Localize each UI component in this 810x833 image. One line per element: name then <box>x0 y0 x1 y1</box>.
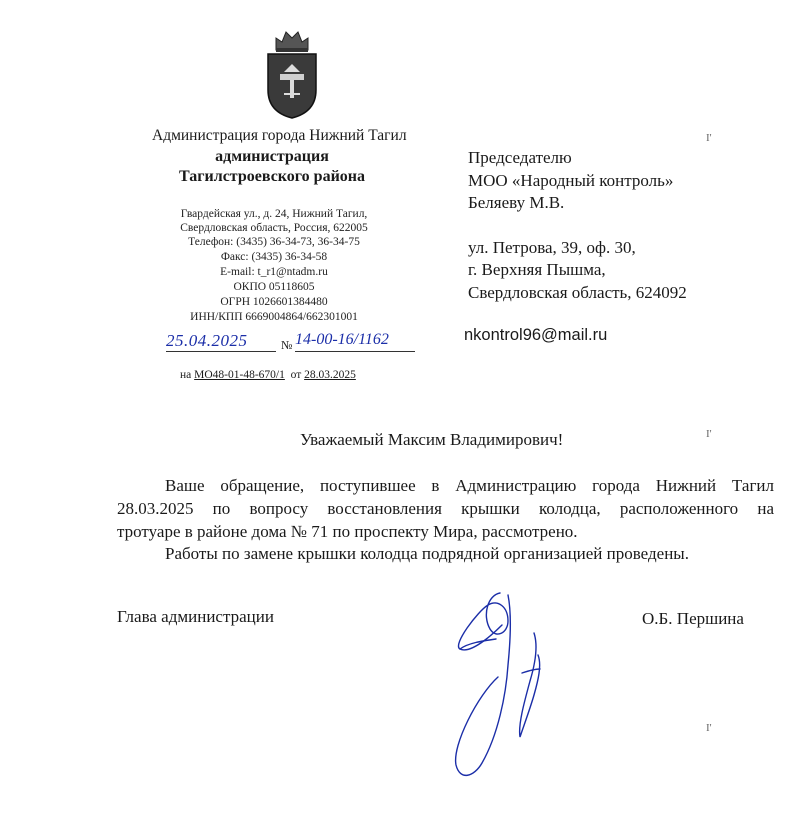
paragraph2: Работы по замене крышки колодца подрядной организацией проведены. <box>165 544 689 563</box>
scan-mark: I' <box>706 722 712 734</box>
inn-kpp: ИНН/КПП 6669004864/662301001 <box>190 311 358 323</box>
recipient-line2: МОО «Народный контроль» <box>468 171 674 190</box>
city-administration-name: Администрация города Нижний Тагил <box>152 127 407 144</box>
recipient-line3: Беляеву М.В. <box>468 193 565 212</box>
recipient-address3: Свердловская область, 624092 <box>468 283 687 302</box>
ref-prefix: на <box>180 369 192 381</box>
ref-number: МО48-01-48-670/1 <box>194 369 285 381</box>
email: E-mail: t_r1@ntadm.ru <box>220 266 328 278</box>
recipient-address2: г. Верхняя Пышма, <box>468 260 606 279</box>
paragraph1-line2: 28.03.2025 по вопросу восстановления крышки колодца, расположенного на <box>117 499 774 518</box>
recipient-email: nkontrol96@mail.ru <box>464 326 608 344</box>
salutation: Уважаемый Максим Владимирович! <box>300 430 564 449</box>
ref-from: от <box>290 369 302 381</box>
district-admin-line2: Тагилстроевского района <box>178 168 366 185</box>
recipient-address1: ул. Петрова, 39, оф. 30, <box>468 238 636 257</box>
date-field <box>166 331 276 352</box>
number-label: № <box>281 338 293 352</box>
scan-mark: I' <box>706 132 712 144</box>
signatory-name: О.Б. Першина <box>642 609 744 628</box>
reference-line <box>180 369 356 381</box>
handwritten-number: 14-00-16/1162 <box>295 331 389 348</box>
handwritten-date: 25.04.2025 <box>166 331 248 350</box>
district-admin-line1: администрация <box>215 148 329 165</box>
scan-mark: I' <box>706 428 712 440</box>
okpo: ОКПО 05118605 <box>233 281 315 293</box>
recipient-line1: Председателю <box>468 148 572 167</box>
ogrn: ОГРН 1026601384480 <box>220 296 328 308</box>
coat-of-arms-emblem <box>262 28 322 120</box>
signatory-position: Глава администрации <box>117 607 274 626</box>
phone: Телефон: (3435) 36-34-73, 36-34-75 <box>188 236 360 248</box>
fax: Факс: (3435) 36-34-58 <box>220 251 328 263</box>
paragraph1-line1: Ваше обращение, поступившее в Администрацию города Нижний Тагил <box>165 476 774 495</box>
ref-date: 28.03.2025 <box>304 369 356 381</box>
number-field <box>295 331 415 352</box>
address-line2: Свердловская область, Россия, 622005 <box>180 222 368 234</box>
paragraph1-line3: тротуаре в районе дома № 71 по проспекту Мира, рассмотрено. <box>117 522 578 541</box>
handwritten-signature <box>438 585 558 785</box>
address-line1: Гвардейская ул., д. 24, Нижний Тагил, <box>180 208 368 220</box>
